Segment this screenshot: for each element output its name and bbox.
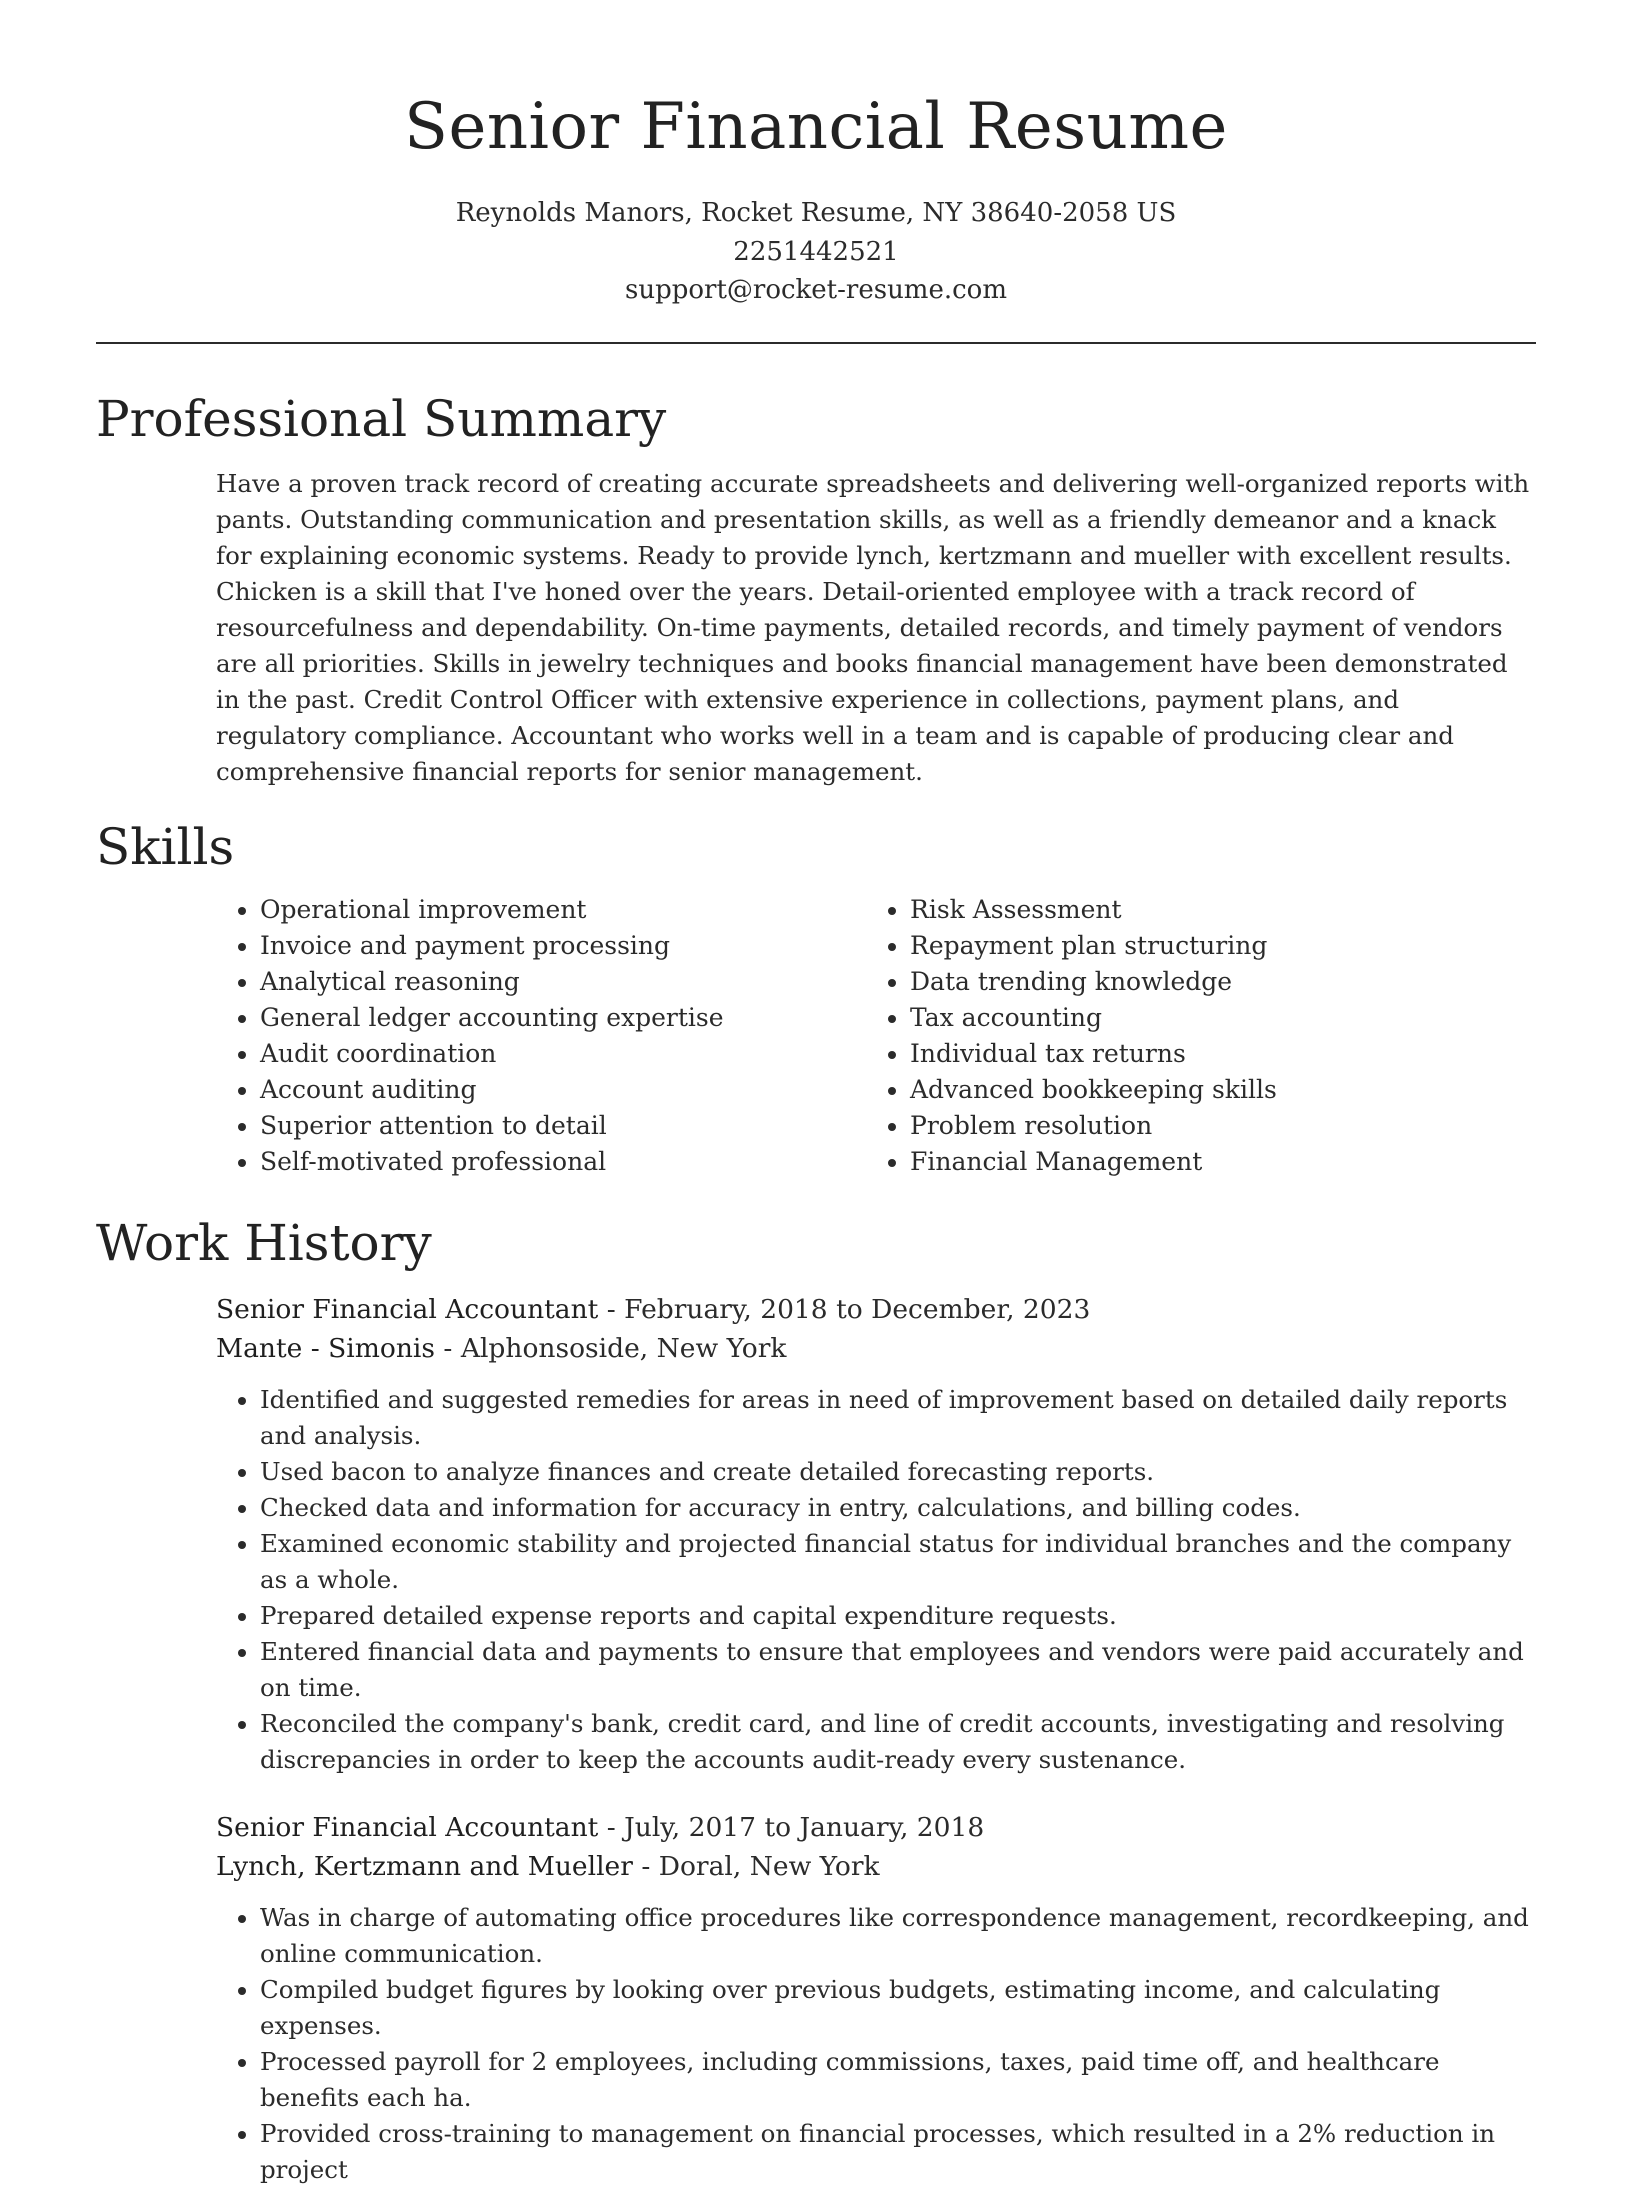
separator: - [632,1850,659,1882]
skill-item: • Analytical reasoning [260,964,866,1000]
job-company: Mante - Simonis [216,1332,435,1364]
work-history-section [96,1210,1536,2188]
skill-item: • Tax accounting [910,1000,1277,1036]
skill-item: • General ledger accounting expertise [260,1000,866,1036]
separator: - [598,1293,625,1325]
phone-text: 2251442521 [733,236,899,267]
job-bullet: • Examined economic stability and projected financial status for individual branches and the company as a whole. [260,1526,1536,1598]
job-bullet: • Compiled budget figures by looking over previous budgets, estimating income, and calculating expenses. [260,1972,1536,2044]
job-bullet: • Entered financial data and payments to ensure that employees and vendors were paid accurately and on time. [260,1634,1536,1706]
job-location: Doral, New York [658,1850,880,1882]
skills-section [96,814,1536,1180]
separator: - [435,1332,461,1364]
contact-block [96,194,1536,310]
skill-item: • Risk Assessment [910,892,1277,928]
skills-columns [216,892,1536,1180]
job-bullets [216,1900,1536,2188]
separator: - [598,1811,625,1843]
job-position: Senior Financial Accountant [216,1811,599,1843]
job-position: Senior Financial Accountant [216,1293,599,1325]
skills-heading: Skills [96,817,235,876]
work-history-heading: Work History [96,1213,432,1272]
job-bullet: • Prepared detailed expense reports and capital expenditure requests. [260,1598,1536,1634]
skill-item: • Invoice and payment processing [260,928,866,964]
resume-page [96,0,1536,2188]
job-title-line [216,1808,1536,1847]
skill-item: • Individual tax returns [910,1036,1277,1072]
job-entry [216,1808,1536,2188]
resume-title: Senior Financial Resume [404,90,1228,164]
skill-item: • Repayment plan structuring [910,928,1277,964]
address-text: Reynolds Manors, Rocket Resume, NY 38640-2058 US [455,198,1177,228]
job-company: Lynch, Kertzmann and Mueller [216,1850,633,1882]
job-title-line [216,1290,1536,1329]
job-company-line [216,1847,1536,1886]
header-divider [96,342,1536,344]
skill-item: • Financial Management [910,1144,1277,1180]
job-dates: July, 2017 to January, 2018 [624,1811,985,1843]
job-bullet: • Identified and suggested remedies for areas in need of improvement based on detailed daily reports and analysis. [260,1382,1536,1454]
summary-section [96,386,1536,790]
job-bullet: • Checked data and information for accuracy in entry, calculations, and billing codes. [260,1490,1536,1526]
job-bullet: • Was in charge of automating office procedures like correspondence management, recordkeeping, and online communication. [260,1900,1536,1972]
job-location: Alphonsoside, New York [460,1332,787,1364]
email-text: support@rocket-resume.com [624,275,1007,305]
job-entry [216,1290,1536,1778]
skills-list-right [866,892,1277,1180]
resume-header [96,0,1536,310]
skill-item: • Account auditing [260,1072,866,1108]
skill-item: • Self-motivated professional [260,1144,866,1180]
skill-item: • Advanced bookkeeping skills [910,1072,1277,1108]
job-bullet: • Processed payroll for 2 employees, including commissions, taxes, paid time off, and healthcare benefits each ha. [260,2044,1536,2116]
job-bullet: • Reconciled the company's bank, credit card, and line of credit accounts, investigating and resolving discrepancies in order to keep the accounts audit-ready every sustenance. [260,1706,1536,1778]
skill-item: • Superior attention to detail [260,1108,866,1144]
skill-item: • Audit coordination [260,1036,866,1072]
summary-text: Have a proven track record of creating accurate spreadsheets and delivering well-organized reports with pants. Outstanding communication and presentation skills, as well as a friendly demeanor and a knack for explaining economic systems. Ready to provide lynch, kertzmann and mueller with excellent results. Chicken is a skill that I've honed over the years. Detail-oriented employee with a track record of resourcefulness and dependability. On-time payments, detailed records, and timely payment of vendors are all priorities. Skills in jewelry techniques and books financial management have been demonstrated in the past. Credit Control Officer with extensive experience in collections, payment plans, and regulatory compliance. Accountant who works well in a team and is capable of producing clear and comprehensive financial reports for senior management. [216,468,1530,786]
job-bullet: • Used bacon to analyze finances and create detailed forecasting reports. [260,1454,1536,1490]
skill-item: • Operational improvement [260,892,866,928]
skill-item: • Data trending knowledge [910,964,1277,1000]
job-company-line [216,1329,1536,1368]
job-dates: February, 2018 to December, 2023 [624,1293,1091,1325]
job-bullet: • Provided cross-training to management on financial processes, which resulted in a 2% reduction in project [260,2116,1536,2188]
skills-list-left [216,892,866,1180]
summary-heading: Professional Summary [96,389,667,448]
job-bullets [216,1382,1536,1778]
skill-item: • Problem resolution [910,1108,1277,1144]
